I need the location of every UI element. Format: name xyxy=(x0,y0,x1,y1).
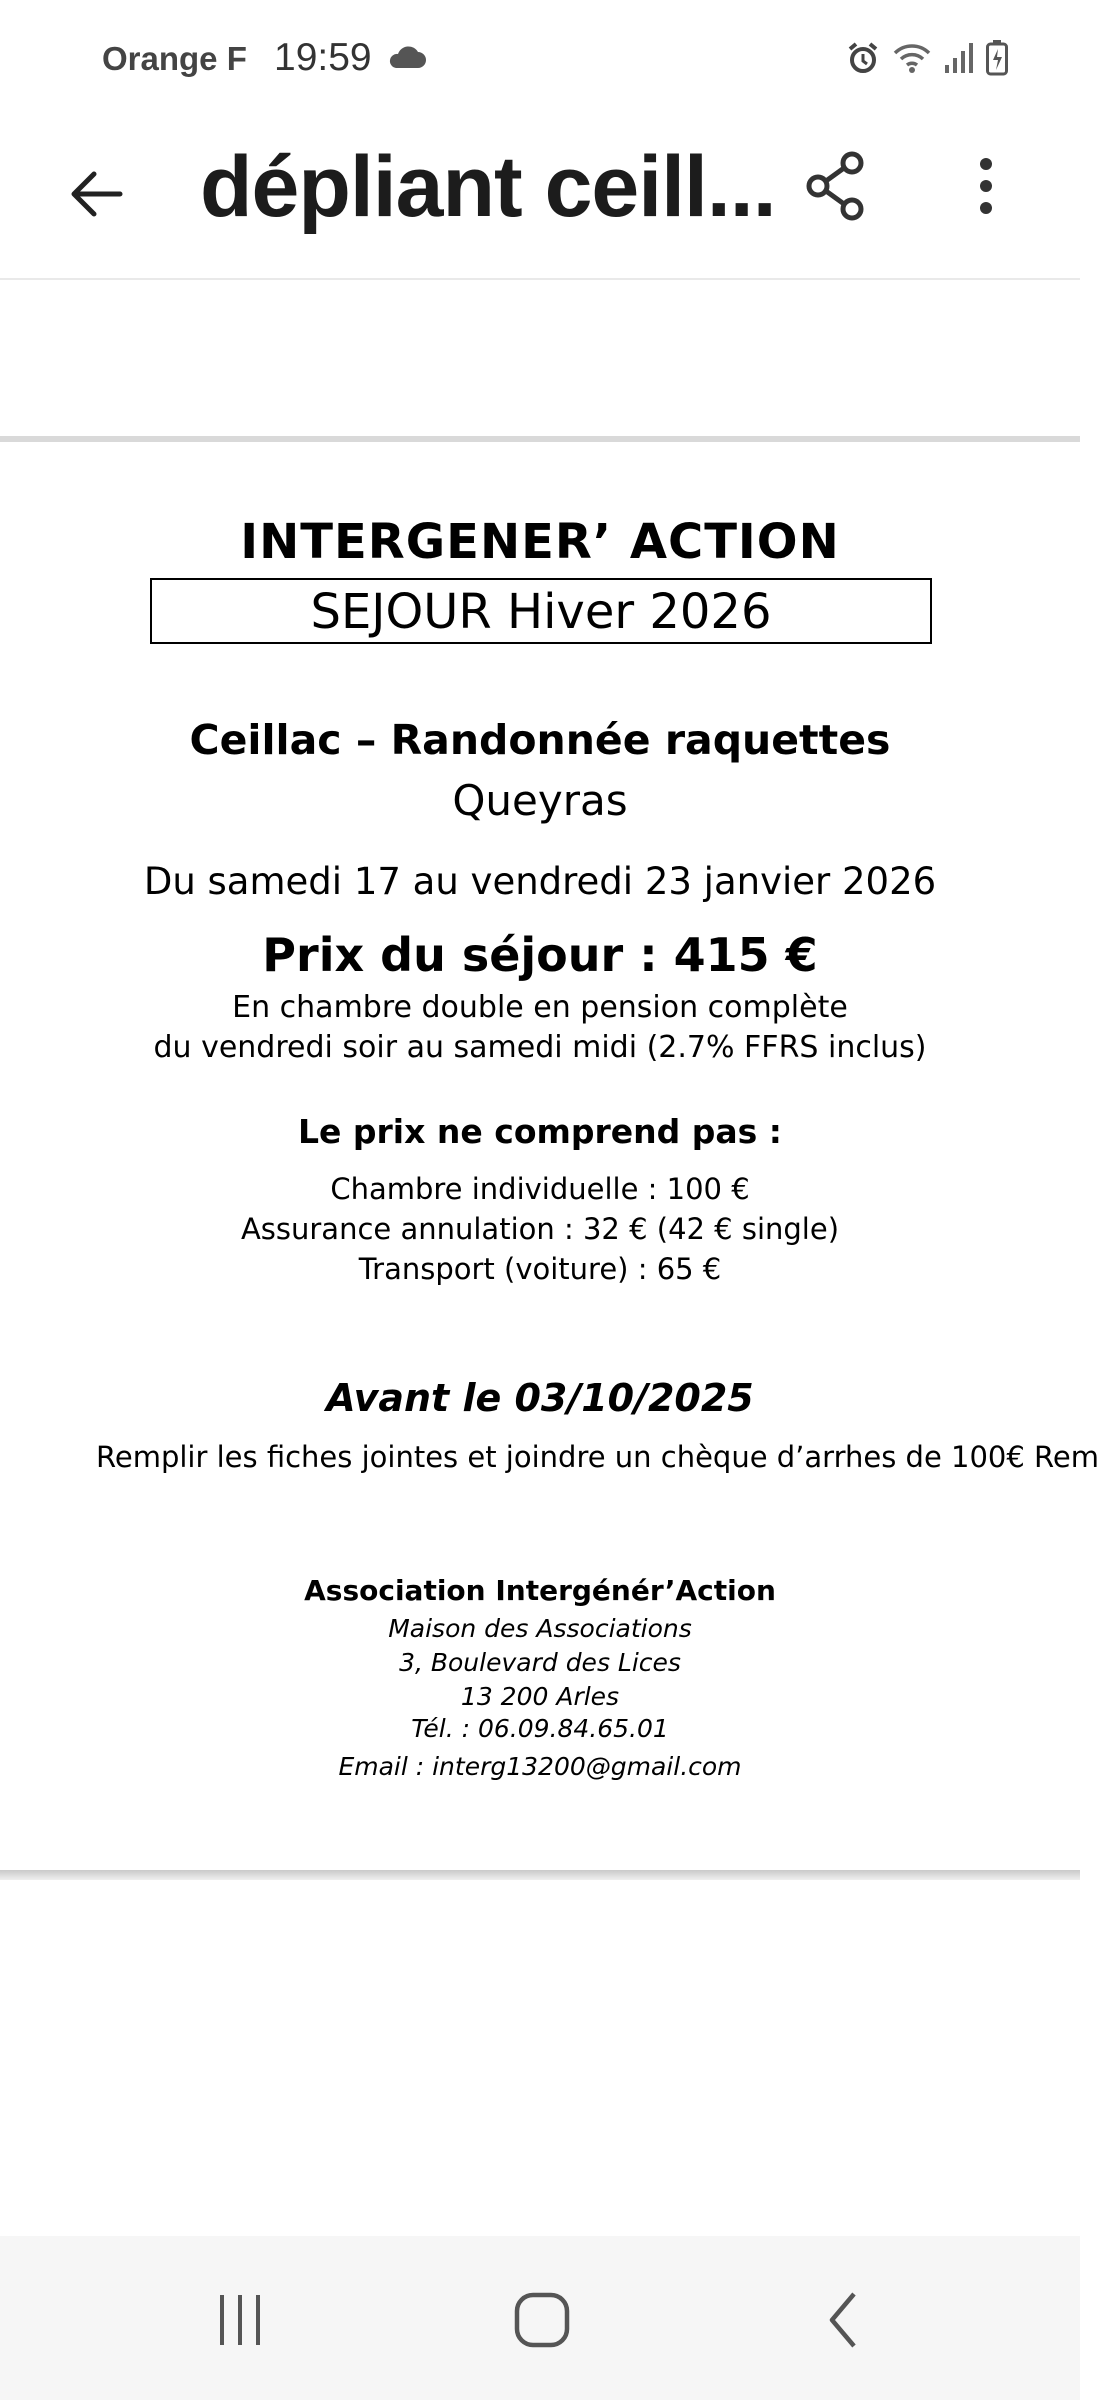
back-icon xyxy=(814,2290,874,2350)
doc-email: Email : interg13200@gmail.com xyxy=(338,1752,742,1781)
system-nav-bar xyxy=(0,2236,1080,2400)
status-icons xyxy=(846,40,1008,76)
doc-exclusion-item: Chambre individuelle : 100 € xyxy=(330,1172,750,1206)
back-arrow-icon xyxy=(66,164,126,224)
doc-region: Queyras xyxy=(452,776,628,825)
doc-exclusion-item: Transport (voiture) : 65 € xyxy=(358,1252,722,1286)
carrier-label: Orange F xyxy=(102,40,247,77)
doc-instruction: Remplir les fiches jointes et joindre un chèque d’arrhes de 100€ xyxy=(96,1440,1025,1474)
doc-price-detail: En chambre double en pension complète xyxy=(232,990,848,1025)
alarm-icon xyxy=(846,41,880,75)
doc-price-detail: du vendredi soir au samedi midi (2.7% FFRS inclus) xyxy=(153,1030,927,1065)
more-vert-icon xyxy=(976,156,996,216)
doc-heading: INTERGENER’ ACTION xyxy=(240,514,840,570)
doc-dates: Du samedi 17 au vendredi 23 janvier 2026 xyxy=(143,860,937,903)
more-options-button[interactable] xyxy=(946,146,1026,226)
cloud-icon xyxy=(386,46,426,70)
doc-price: Prix du séjour : 415 € xyxy=(262,928,818,982)
doc-address-line: 13 200 Arles xyxy=(460,1682,620,1711)
doc-boxed-title: SEJOUR Hiver 2026 xyxy=(150,578,932,644)
battery-icon xyxy=(986,40,1008,76)
doc-subtitle: Ceillac – Randonnée raquettes xyxy=(189,716,891,764)
doc-address-line: Maison des Associations xyxy=(388,1614,692,1643)
doc-association-name: Association Intergénér’Action xyxy=(304,1574,776,1607)
app-bar xyxy=(0,120,1080,280)
share-button[interactable] xyxy=(796,146,876,226)
pdf-page[interactable] xyxy=(0,442,1099,1870)
doc-phone: Tél. : 06.09.84.65.01 xyxy=(411,1714,669,1743)
back-button[interactable] xyxy=(56,154,136,234)
doc-deadline: Avant le 03/10/2025 xyxy=(326,1376,754,1420)
home-icon xyxy=(512,2290,572,2350)
status-bar xyxy=(0,0,1080,120)
recent-apps-button[interactable] xyxy=(180,2280,300,2360)
nav-back-button[interactable] xyxy=(784,2280,904,2360)
doc-exclusions-heading: Le prix ne comprend pas : xyxy=(298,1112,782,1151)
doc-instruction-overflow: Rem xyxy=(1034,1440,1099,1474)
doc-address-line: 3, Boulevard des Lices xyxy=(399,1648,681,1677)
signal-icon xyxy=(944,41,974,75)
document-title: dépliant ceill... xyxy=(200,139,776,235)
recent-apps-icon xyxy=(210,2290,270,2350)
doc-exclusion-item: Assurance annulation : 32 € (42 € single) xyxy=(240,1212,840,1246)
home-button[interactable] xyxy=(482,2280,602,2360)
clock: 19:59 xyxy=(274,36,372,79)
page-edge xyxy=(0,1870,1080,1880)
wifi-icon xyxy=(892,41,932,75)
share-icon xyxy=(804,151,868,221)
